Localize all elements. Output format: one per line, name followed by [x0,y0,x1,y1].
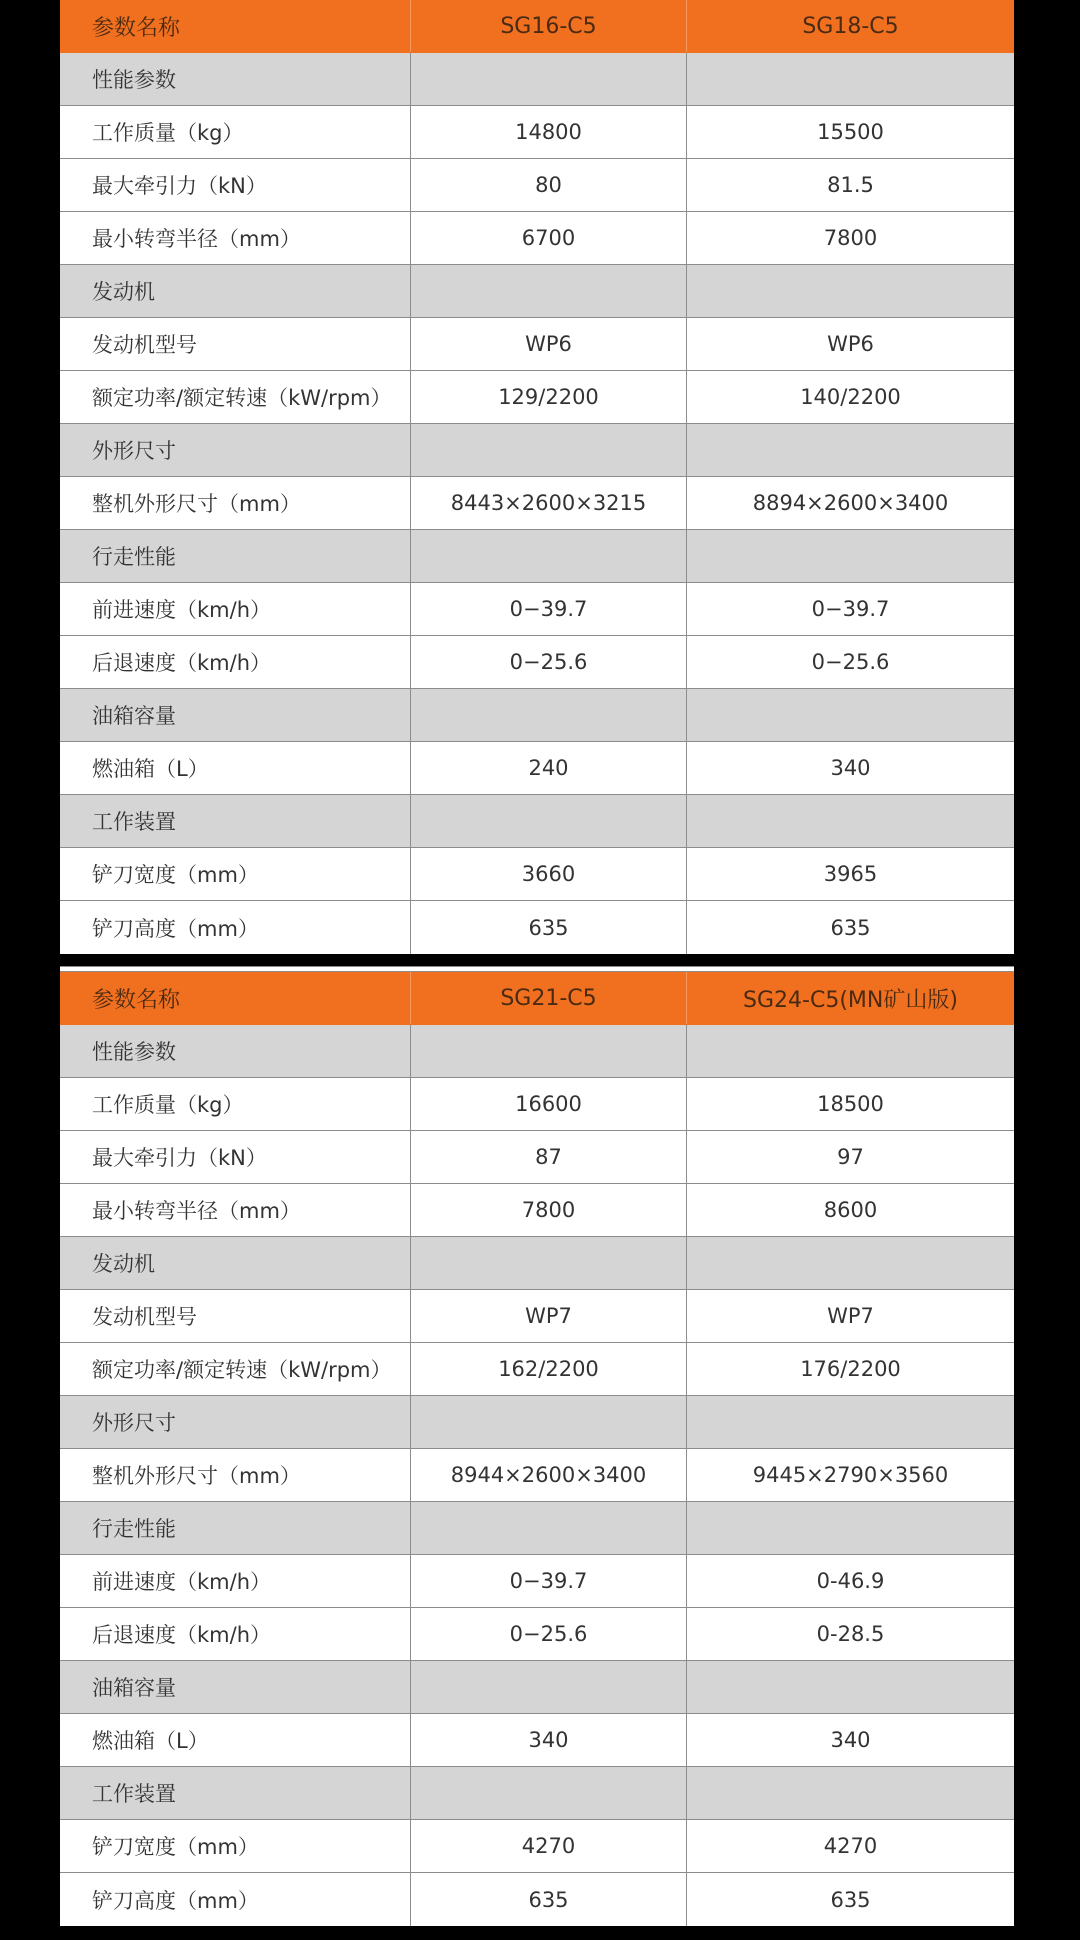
param-name-cell: 燃油箱（L） [92,757,209,781]
section-title: 油箱容量 [92,704,176,728]
model-b-cell: 7800 [686,212,1014,264]
model-b-cell: 340 [686,742,1014,794]
spec-table-1 [60,0,1014,954]
model-b-cell: 340 [686,1714,1014,1766]
section-title: 性能参数 [92,1040,176,1064]
model-b-cell: 0−39.7 [686,583,1014,635]
model-b-cell [686,1502,1014,1554]
param-name-cell: 铲刀宽度（mm） [92,863,259,887]
section-row [60,795,1014,848]
param-name-cell: 工作质量（kg） [92,121,244,145]
model-b-cell: 9445×2790×3560 [686,1449,1014,1501]
param-name-cell: 前进速度（km/h） [92,1570,272,1594]
model-b-cell: 15500 [686,106,1014,158]
param-name-cell: 发动机型号 [92,333,197,357]
model-a-cell: 0−25.6 [410,1608,686,1660]
model-a-cell [410,1025,686,1077]
model-a-cell [410,530,686,582]
model-b-cell: WP7 [686,1290,1014,1342]
header-model-name: SG24-C5(MN矿山版) [686,972,1014,1024]
model-b-cell: 18500 [686,1078,1014,1130]
model-a-cell [410,689,686,741]
model-b-cell [686,53,1014,105]
table-row [60,1449,1014,1502]
param-name-cell: 额定功率/额定转速（kW/rpm） [92,1358,392,1382]
model-b-cell: 0-46.9 [686,1555,1014,1607]
section-row [60,1767,1014,1820]
section-row [60,530,1014,583]
param-name-cell: 额定功率/额定转速（kW/rpm） [92,386,392,410]
param-name-cell: 前进速度（km/h） [92,598,272,622]
model-b-cell [686,265,1014,317]
model-a-cell: 0−39.7 [410,583,686,635]
section-row [60,53,1014,106]
model-a-cell: 80 [410,159,686,211]
param-name-cell: 铲刀高度（mm） [92,1888,259,1913]
param-name-cell: 燃油箱（L） [92,1729,209,1753]
model-a-cell [410,265,686,317]
spec-table-2 [60,972,1014,1926]
section-title: 行走性能 [92,1517,176,1541]
model-a-cell: 635 [410,1873,686,1926]
section-title: 发动机 [92,280,155,304]
model-b-cell: 0-28.5 [686,1608,1014,1660]
section-row [60,265,1014,318]
model-b-cell [686,1767,1014,1819]
table-row [60,106,1014,159]
model-a-cell [410,1661,686,1713]
section-title: 行走性能 [92,545,176,569]
section-row [60,1661,1014,1714]
model-a-cell: 7800 [410,1184,686,1236]
model-a-cell: 16600 [410,1078,686,1130]
model-a-cell: 340 [410,1714,686,1766]
table-row [60,1714,1014,1767]
model-b-cell: 176/2200 [686,1343,1014,1395]
param-name-cell: 整机外形尺寸（mm） [92,492,301,516]
model-b-cell: 4270 [686,1820,1014,1872]
model-a-cell: 3660 [410,848,686,900]
table-row [60,1290,1014,1343]
param-name-cell: 最小转弯半径（mm） [92,1199,301,1223]
header-model-name: SG21-C5 [410,972,686,1024]
table-row [60,1078,1014,1131]
model-a-cell: 8443×2600×3215 [410,477,686,529]
param-name-cell: 铲刀高度（mm） [92,916,259,941]
model-b-cell [686,1237,1014,1289]
table-row [60,1184,1014,1237]
model-a-cell [410,795,686,847]
model-b-cell [686,1025,1014,1077]
table-row [60,848,1014,901]
header-param-name: 参数名称 [92,15,181,41]
model-b-cell: 3965 [686,848,1014,900]
param-name-cell: 工作质量（kg） [92,1093,244,1117]
model-a-cell [410,1502,686,1554]
model-a-cell: WP6 [410,318,686,370]
param-name-cell: 最大牵引力（kN） [92,1146,267,1170]
model-a-cell: 635 [410,901,686,954]
model-a-cell: 4270 [410,1820,686,1872]
section-row [60,424,1014,477]
model-a-cell [410,53,686,105]
table-header-row [60,972,1014,1025]
model-a-cell: 8944×2600×3400 [410,1449,686,1501]
model-b-cell [686,1396,1014,1448]
model-b-cell: 635 [686,901,1014,954]
param-name-cell: 发动机型号 [92,1305,197,1329]
header-param-name: 参数名称 [92,987,181,1013]
model-b-cell [686,689,1014,741]
model-a-cell: WP7 [410,1290,686,1342]
table-row [60,1820,1014,1873]
model-b-cell [686,1661,1014,1713]
model-b-cell: 97 [686,1131,1014,1183]
model-a-cell [410,1237,686,1289]
header-model-name: SG16-C5 [410,0,686,52]
section-row [60,689,1014,742]
section-title: 发动机 [92,1252,155,1276]
model-a-cell: 0−25.6 [410,636,686,688]
table-row [60,583,1014,636]
table-row [60,901,1014,954]
model-a-cell: 129/2200 [410,371,686,423]
section-title: 工作装置 [92,810,176,834]
model-a-cell: 0−39.7 [410,1555,686,1607]
model-b-cell [686,530,1014,582]
model-a-cell: 6700 [410,212,686,264]
param-name-cell: 最小转弯半径（mm） [92,227,301,251]
table-row [60,1555,1014,1608]
section-row [60,1502,1014,1555]
section-row [60,1396,1014,1449]
model-b-cell [686,424,1014,476]
model-a-cell [410,1396,686,1448]
model-b-cell: 0−25.6 [686,636,1014,688]
table-row [60,636,1014,689]
param-name-cell: 后退速度（km/h） [92,651,272,675]
section-title: 外形尺寸 [92,439,176,463]
section-title: 外形尺寸 [92,1411,176,1435]
param-name-cell: 铲刀宽度（mm） [92,1835,259,1859]
model-a-cell: 14800 [410,106,686,158]
model-b-cell: 8894×2600×3400 [686,477,1014,529]
table-row [60,212,1014,265]
table-row [60,1873,1014,1926]
model-b-cell: WP6 [686,318,1014,370]
model-a-cell: 240 [410,742,686,794]
section-row [60,1237,1014,1290]
model-b-cell: 8600 [686,1184,1014,1236]
section-title: 性能参数 [92,68,176,92]
table-header-row [60,0,1014,53]
param-name-cell: 后退速度（km/h） [92,1623,272,1647]
model-a-cell [410,1767,686,1819]
section-title: 油箱容量 [92,1676,176,1700]
model-a-cell [410,424,686,476]
model-b-cell: 140/2200 [686,371,1014,423]
table-row [60,159,1014,212]
table-row [60,371,1014,424]
section-row [60,1025,1014,1078]
table-row [60,1608,1014,1661]
header-model-name: SG18-C5 [686,0,1014,52]
table-row [60,742,1014,795]
model-a-cell: 87 [410,1131,686,1183]
table-row [60,1343,1014,1396]
table-row [60,318,1014,371]
param-name-cell: 最大牵引力（kN） [92,174,267,198]
param-name-cell: 整机外形尺寸（mm） [92,1464,301,1488]
model-a-cell: 162/2200 [410,1343,686,1395]
model-b-cell [686,795,1014,847]
table-row [60,477,1014,530]
table-row [60,1131,1014,1184]
model-b-cell: 81.5 [686,159,1014,211]
model-b-cell: 635 [686,1873,1014,1926]
section-title: 工作装置 [92,1782,176,1806]
